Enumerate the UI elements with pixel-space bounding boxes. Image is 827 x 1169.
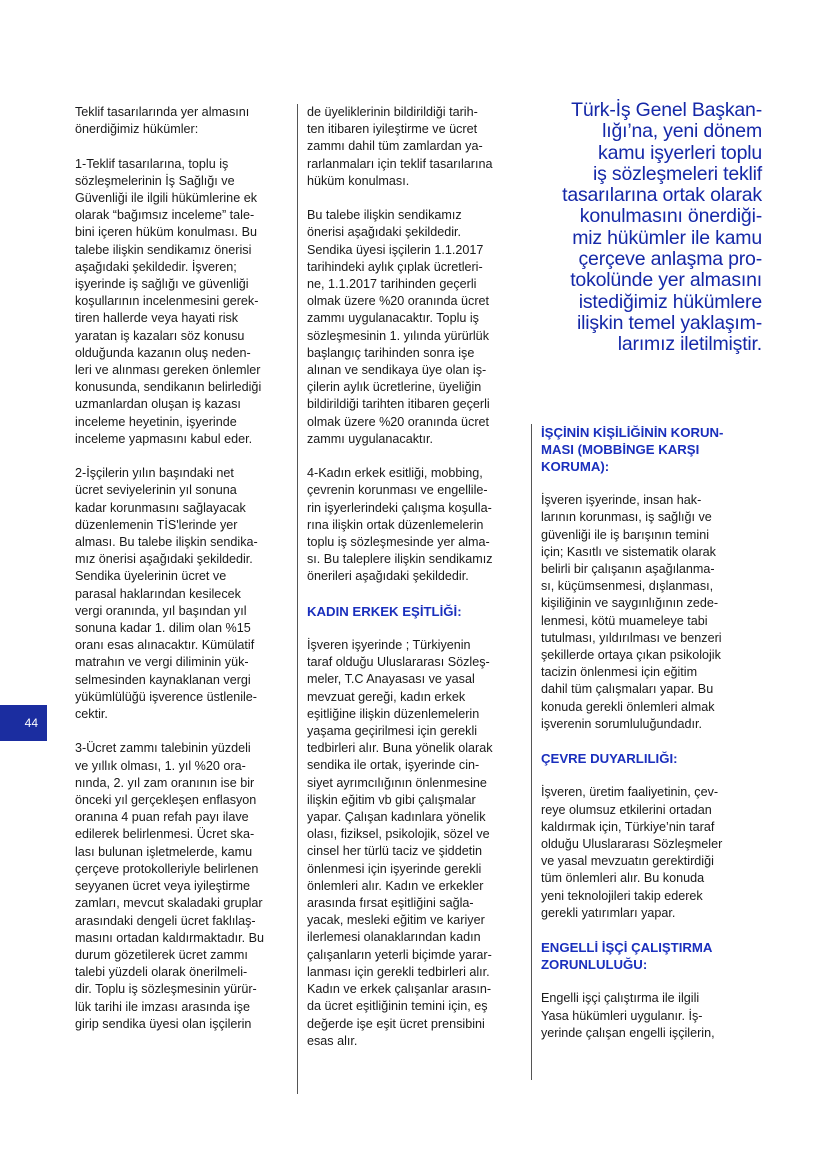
item-3-continued-paragraph: de üyeliklerinin bildirildiği tarih- ten itibaren iyileştirme ve ücret zammı dahil tüm zamlardan ya- rarlanmaları için teklif tasarılarına hüküm konulması.: [307, 105, 493, 188]
text-column-1: [75, 104, 290, 1033]
section-heading-gender-equality: KADIN ERKEK EŞİTLİĞİ:: [307, 603, 462, 619]
text-column-2: [307, 104, 522, 1050]
item-1-paragraph: 1-Teklif tasarılarına, toplu iş sözleşmelerinin İş Sağlığı ve Güvenliği ile ilgili hükümlerine ek olarak “bağımsız inceleme” tale- bini içeren hüküm konulması. Bu talebe ilişkin sendikamız önerisi aşağıdaki şekildedir. İşveren; işyerinde iş sağlığı ve güvenliği koşullarının incelenmesini gerek- tiren hallerde veya hayati risk yaratan iş kazaları söz konusu olduğunda kazanın oluş neden- leri ve alınması gereken önlemler konusunda, sendikanın belirlediği uzmanlardan oluşan iş kazası inceleme heyetinin, işyerinde inceleme yapmasını kabul eder.: [75, 156, 262, 446]
pull-quote: Türk-İş Genel Başkan- lığı’na, yeni dönem kamu işyerleri toplu iş sözleşmeleri teklif tasarılarına ortak olarak konulmasını önerdiği- miz hükümler ile kamu çerçeve anlaşma pro- tokolünde yer almasını istediğimiz hükümlere ilişkin temel yaklaşım- larımız iletilmiştir.: [562, 99, 762, 356]
gender-equality-paragraph: İşveren işyerinde ; Türkiyenin taraf olduğu Uluslararası Sözleş- meler, T.C Anayasası ve yasal mevzuat gereği, kadın erkek eşitliğine ilişkin düzenlemelerin yaşama geçirilmesi için gerekli tedbirleri alır. Buna yönelik olarak sendika ile ortak, işyerinde cin- siyet ayrımcılığının önlenmesine ilişkin eğitim vb gibi çalışmalar yapar. Çalışan kadınlara yönelik olası, fiziksel, psikolojik, sözel ve cinsel her türlü taciz ve şiddetin önlenmesi için işyerinde gerekli önlemleri alır. Kadın ve erkekler arasında fırsat eşitliğini sağla- yacak, mesleki eğitim ve kariyer ilerlemesi olanaklarından kadın çalışanların yeterli biçimde yarar- lanması için gerekli tedbirleri alır. Kadın ve erkek çalışanlar arasın- da ücret eşitliğinin temini için, eş değerde işe eşit ücret prensibini esas alır.: [307, 638, 493, 1048]
intro-paragraph: Teklif tasarılarında yer almasını önerdiğimiz hükümler:: [75, 105, 250, 137]
page-number-tab: [0, 705, 47, 741]
item-3-paragraph: 3-Ücret zammı talebinin yüzdeli ve yıllık olması, 1. yıl %20 ora- nında, 2. yıl zam oranının ise bir önceki yıl gerçekleşen enflasyon oranına 4 puan refah payı ilave edilerek belirlenmesi. Ücret ska- lası bulunan işletmelerde, kamu çerçeve protokolleriyle belirlenen seyyanen ücret veya iyileştirme zamları, mevcut skaladaki gruplar arasındaki dengeli ücret faklılaş- masını ortadan kaldırmaktadır. Bu durum gözetilerek ücret zammı talebi yüzdeli olarak önerilmeli- dir. Toplu iş sözleşmesinin yürür- lük tarihi ile imzası arasında işe girip sendika üyesi olan işçilerin: [75, 741, 264, 1031]
text-column-3: [541, 424, 753, 1042]
section-heading-mobbing: İŞÇİNİN KİŞİLİĞİNİN KORUN- MASI (MOBBİNGE KARŞI KORUMA):: [541, 425, 724, 474]
section-heading-disabled-workers: ENGELLİ İŞÇİ ÇALIŞTIRMA ZORUNLULUĞU:: [541, 940, 713, 973]
environment-paragraph: İşveren, üretim faaliyetinin, çev- reye olumsuz etkilerini ortadan kaldırmak için, Türkiye’nin taraf olduğu Uluslararası Sözleşmeler ve yasal mevzuatın gerektirdiği tüm önlemleri alır. Bu konuda yeni teknolojileri takip ederek gerekli yatırımları yapar.: [541, 785, 723, 920]
page-number: 44: [24, 716, 38, 730]
proposal-paragraph: Bu talebe ilişkin sendikamız önerisi aşağıdaki şekildedir. Sendika üyesi işçilerin 1.1.2017 tarihindeki aylık çıplak ücretleri- ne, 1.1.2017 tarihinden geçerli olmak üzere %20 oranında ücret zammı uygulanacaktır. Toplu iş sözleşmesinin 1. yılında yürürlük başlangıç tarihinden sonra işe alınan ve sendikaya üye olan iş- çilerin aylık ücretlerine, üyeliğin bildirildiği tarihten itibaren geçerli olmak üzere %20 oranında ücret zammı uygulanacaktır.: [307, 208, 490, 446]
item-4-paragraph: 4-Kadın erkek esitliği, mobbing, çevrenin korunması ve engellile- rin işyerlerindeki çalışma koşulla- rına ilişkin ortak düzenlemelerin toplu iş sözleşmesinde yer alma- sı. Bu taleplere ilişkin sendikamız önerileri aşağıdaki şekildedir.: [307, 466, 493, 584]
section-heading-environment: ÇEVRE DUYARLILIĞI:: [541, 751, 678, 767]
mobbing-paragraph: İşveren işyerinde, insan hak- larının korunması, iş sağlığı ve güvenliği ile iş barışının temini için; Kasıtlı ve sistematik olarak belirli bir çalışanın aşağılanma- sı, küçümsenmesi, dışlanması, kişiliğinin ve saygınlığının zede- lenmesi, kötü muameleye tabi tutulması, yıldırılması ve benzeri şekillerde ortaya çıkan psikolojik tacizin önlenmesi için eğitim dahil tüm çalışmaları yapar. Bu konuda gerekli önlemleri almak işverenin sorumluluğundadır.: [541, 493, 722, 731]
item-2-paragraph: 2-İşçilerin yılın başındaki net ücret seviyelerinin yıl sonuna kadar korunmasını sağlayacak düzenlemenin TİS'lerinde yer alması. Bu talebe ilişkin sendika- mız önerisi aşağıdaki şekildedir. Sendika üyelerinin ücret ve parasal haklarından kesilecek vergi oranında, yıl başından yıl sonuna kadar 1. dilim olan %15 oranı esas alınacaktır. Kümülatif matrahın ve vergi diliminin yük- selmesinden kaynaklanan vergi yükümlülüğü işverence üstlenile- cektir.: [75, 466, 258, 722]
column-divider-2: [531, 424, 532, 1080]
disabled-workers-paragraph: Engelli işçi çalıştırma ile ilgili Yasa hükümleri uygulanır. İş- yerinde çalışan engelli işçilerin,: [541, 991, 715, 1040]
column-divider-1: [297, 104, 298, 1094]
